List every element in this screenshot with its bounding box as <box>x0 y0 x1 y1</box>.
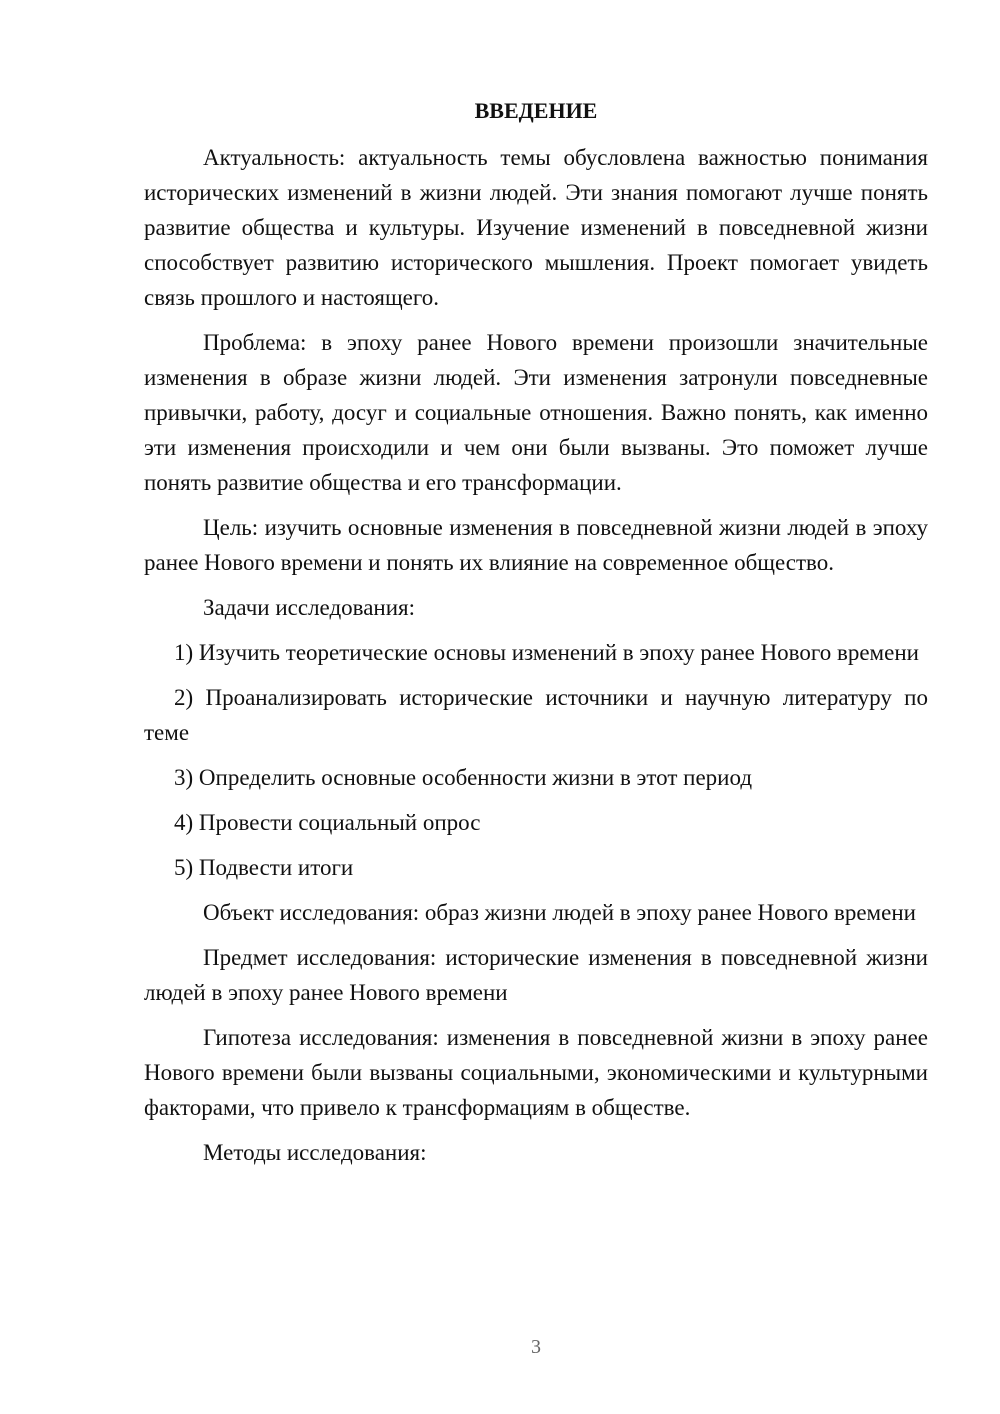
page-title: ВВЕДЕНИЕ <box>474 98 598 123</box>
list-item: 2) Проанализировать исторические источники и научную литературу по теме <box>144 685 928 745</box>
object-paragraph: Объект исследования: образ жизни людей в эпоху ранее Нового времени <box>203 900 916 925</box>
page-number: 3 <box>531 1336 541 1358</box>
tasks-list <box>144 635 928 885</box>
hypothesis-paragraph: Гипотеза исследования: изменения в повседневной жизни в эпоху ранее Нового времени были вызваны социальными, экономическими и культурными факторами, что привело к трансформациям в обществе. <box>144 1025 928 1120</box>
list-item: 5) Подвести итоги <box>174 855 354 880</box>
page-content <box>144 94 928 1180</box>
subject-paragraph: Предмет исследования: исторические изменения в повседневной жизни людей в эпоху ранее Нового времени <box>144 945 928 1005</box>
list-item: 4) Провести социальный опрос <box>174 810 481 835</box>
goal-paragraph: Цель: изучить основные изменения в повседневной жизни людей в эпоху ранее Нового времени и понять их влияние на современное общество. <box>144 515 928 575</box>
methods-heading: Методы исследования: <box>203 1140 427 1165</box>
list-item: 3) Определить основные особенности жизни в этот период <box>174 765 753 790</box>
problem-paragraph: Проблема: в эпоху ранее Нового времени произошли значительные изменения в образе жизни людей. Эти изменения затронули повседневные привычки, работу, досуг и социальные отношения. Важно понять, как именно эти изменения происходили и чем они были вызваны. Это поможет лучше понять развитие общества и его трансформации. <box>144 330 928 495</box>
tasks-heading: Задачи исследования: <box>203 595 416 620</box>
list-item: 1) Изучить теоретические основы изменений в эпоху ранее Нового времени <box>174 640 919 665</box>
relevance-paragraph: Актуальность: актуальность темы обусловлена важностью понимания исторических изменений в жизни людей. Эти знания помогают лучше понять развитие общества и культуры. Изучение изменений в повседневной жизни способствует развитию исторического мышления. Проект помогает увидеть связь прошлого и настоящего. <box>144 145 928 310</box>
